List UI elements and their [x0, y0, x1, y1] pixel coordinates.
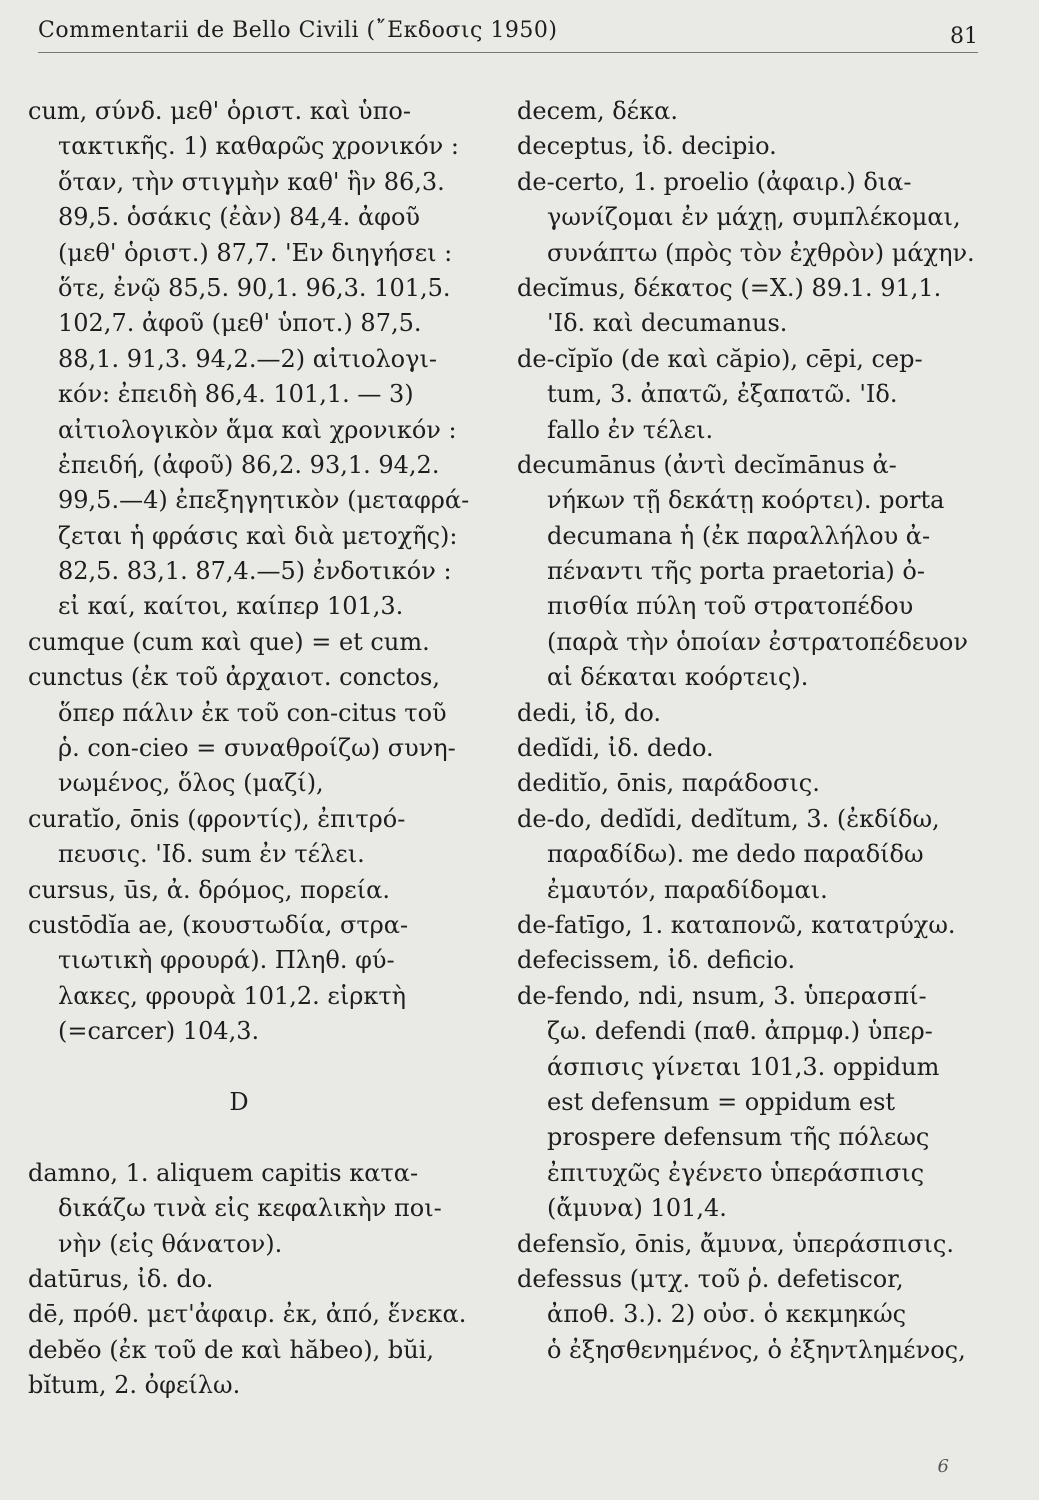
entry-line: δικάζω τινὰ εἰς κεφαλικὴν ποι- — [58, 1194, 442, 1223]
entry-line: dē, πρόθ. μετ'ἀφαιρ. ἐκ, ἀπό, ἕνεκα. — [28, 1300, 467, 1329]
entry-line: datūrus, ἰδ. do. — [28, 1264, 214, 1293]
entry-line: ζεται ἡ φράσις καὶ διὰ μετοχῆς): — [58, 521, 458, 550]
entry-line: curatĭo, ōnis (φροντίς), ἐπιτρό- — [28, 804, 406, 833]
entry-line: tum, 3. ἀπατῶ, ἐξαπατῶ. 'Ιδ. — [547, 380, 898, 409]
entry-line: τακτικῆς. 1) καθαρῶς χρονικόν : — [58, 132, 459, 161]
entry-line: πευσις. 'Ιδ. sum ἐν τέλει. — [58, 840, 365, 869]
left-column — [28, 94, 490, 1403]
entry-line: ὅταν, τὴν στιγμὴν καθ' ἣν 86,3. — [58, 167, 445, 196]
entry-line: (=carcer) 104,3. — [58, 1017, 260, 1046]
entry-line: defensĭo, ōnis, ἄμυνα, ὑπεράσπισις. — [517, 1229, 954, 1258]
entry-line: fallo ἐν τέλει. — [547, 415, 714, 444]
entry-line: 88,1. 91,3. 94,2.—2) αἰτιολογι- — [58, 344, 437, 373]
entry-line: defessus (μτχ. τοῦ ῥ. defetiscor, — [517, 1264, 904, 1293]
entry-line: (ἄμυνα) 101,4. — [547, 1194, 727, 1223]
header-title: Commentarii de Bello Civili (῎Εκδοσις 1950) — [38, 18, 558, 43]
entry-line: cum, σύνδ. μεθ' ὁριστ. καὶ ὑπο- — [28, 97, 411, 125]
entry-line: 102,7. ἀφοῦ (μεθ' ὑποτ.) 87,5. — [58, 309, 422, 338]
entry-line: est defensum = oppidum est — [547, 1087, 896, 1116]
entry-line: άσπισις γίνεται 101,3. oppidum — [547, 1052, 940, 1081]
entry-line: cursus, ūs, ἀ. δρόμος, πορεία. — [28, 875, 390, 904]
entry-line: 'Ιδ. καὶ decumanus. — [547, 309, 788, 338]
entry-line: deditĭo, ōnis, παράδοσις. — [517, 769, 820, 798]
entry-line: prospere defensum τῆς πόλεως — [547, 1123, 930, 1152]
entry-line: dedĭdi, ἰδ. dedo. — [517, 734, 714, 763]
entry-line: ἐμαυτόν, παραδίδομαι. — [547, 875, 828, 904]
entry-line: λακες, φρουρὰ 101,2. εἱρκτὴ — [58, 981, 407, 1010]
entry-line: de-fatīgo, 1. καταπονῶ, κατατρύχω. — [517, 910, 956, 939]
entry-line: ῥ. con-cieo = συναθροίζω) συνη- — [58, 734, 456, 763]
entry-line: cunctus (ἐκ τοῦ ἀρχαιοτ. conctos, — [28, 663, 440, 692]
entry-line: κόν: ἐπειδὴ 86,4. 101,1. — 3) — [58, 380, 414, 409]
entry-line: νωμένος, ὅλος (μαζί), — [58, 769, 324, 798]
entry-line: παραδίδω). me dedo παραδίδω — [547, 840, 924, 869]
entry-line: custōdĭa ae, (κουστωδία, στρα- — [28, 910, 409, 939]
entry-line: αἱ δέκαται κοόρτεις). — [547, 663, 809, 692]
entry-line: 99,5.—4) ἐπεξηγητικὸν (μεταφρά- — [58, 486, 470, 515]
entry-line: πέναντι τῆς porta praetoria) ὀ- — [547, 557, 925, 586]
entry-line: decumānus (ἀντὶ decĭmānus ἀ- — [517, 450, 897, 479]
entry-line: debĕo (ἐκ τοῦ de καὶ hăbeo), bŭi, — [28, 1335, 434, 1364]
entry-line: ὅπερ πάλιν ἐκ τοῦ con-citus τοῦ — [58, 698, 447, 727]
right-column — [517, 94, 975, 1368]
entry-line: συνάπτω (πρὸς τὸν ἐχθρὸν) μάχην. — [547, 238, 975, 267]
entry-line: decĭmus, δέκατος (=X.) 89.1. 91,1. — [517, 273, 942, 302]
entry-line: τιωτικὴ φρουρά). Πληθ. φύ- — [58, 946, 395, 975]
entry-line: νήκων τῇ δεκάτῃ κοόρτει). porta — [547, 486, 945, 515]
entry-line: ἀποθ. 3.). 2) οὐσ. ὁ κεκμηκώς — [547, 1300, 907, 1329]
entry-line: 82,5. 83,1. 87,4.—5) ἐνδοτικόν : — [58, 557, 452, 586]
entry-line: de-fendo, ndi, nsum, 3. ὑπερασπί- — [517, 981, 927, 1010]
blank-line — [28, 1120, 490, 1155]
section-letter: D — [229, 1087, 249, 1116]
entry-line: (μεθ' ὁριστ.) 87,7. 'Εν διηγήσει : — [58, 238, 453, 267]
entry-line: de-do, dedĭdi, dedĭtum, 3. (ἐκδίδω, — [517, 804, 940, 833]
entry-line: ὅτε, ἐνῷ 85,5. 90,1. 96,3. 101,5. — [58, 273, 451, 302]
blank-line — [28, 1050, 490, 1085]
entry-line: decem, δέκα. — [517, 97, 678, 125]
signature-mark: 6 — [937, 1456, 949, 1477]
entry-line: ἐπιτυχῶς ἐγένετο ὑπεράσπισις — [547, 1158, 925, 1187]
entry-line: ζω. defendi (παθ. ἀπρμφ.) ὑπερ- — [547, 1017, 933, 1046]
entry-line: (παρὰ τὴν ὁποίαν ἐστρατοπέδευον — [547, 627, 968, 656]
entry-line: de-cĭpĭo (de καὶ căpio), cēpi, cep- — [517, 344, 923, 373]
entry-line: ἐπειδή, (ἀφοῦ) 86,2. 93,1. 94,2. — [58, 450, 440, 479]
entry-line: ὁ ἐξησθενημένος, ὁ ἐξηντλημένος, — [547, 1335, 966, 1364]
entry-line: cumque (cum καὶ que) = et cum. — [28, 627, 430, 656]
entry-line: deceptus, ἰδ. decipio. — [517, 132, 777, 161]
entry-line: νὴν (εἰς θάνατον). — [58, 1229, 283, 1258]
entry-line: bĭtum, 2. ὀφείλω. — [28, 1371, 241, 1400]
entry-line: γωνίζομαι ἐν μάχῃ, συμπλέκομαι, — [547, 203, 961, 232]
entry-line: αἰτιολογικὸν ἅμα καὶ χρονικόν : — [58, 415, 457, 444]
running-header — [38, 14, 978, 53]
entry-line: πισθία πύλη τοῦ στρατοπέδου — [547, 592, 914, 621]
page-number: 81 — [950, 24, 978, 49]
entry-line: decumana ἡ (ἐκ παραλλήλου ἀ- — [547, 521, 931, 550]
entry-line: εἰ καί, καίτοι, καίπερ 101,3. — [58, 592, 404, 621]
entry-line: defecissem, ἰδ. deficio. — [517, 946, 796, 975]
entry-line: 89,5. ὁσάκις (ἐὰν) 84,4. ἀφοῦ — [58, 203, 420, 232]
entry-line: de-certo, 1. proelio (ἀφαιρ.) δια- — [517, 167, 912, 196]
entry-line: dedi, ἰδ, do. — [517, 698, 661, 727]
entry-line: damno, 1. aliquem capitis κατα- — [28, 1158, 419, 1187]
